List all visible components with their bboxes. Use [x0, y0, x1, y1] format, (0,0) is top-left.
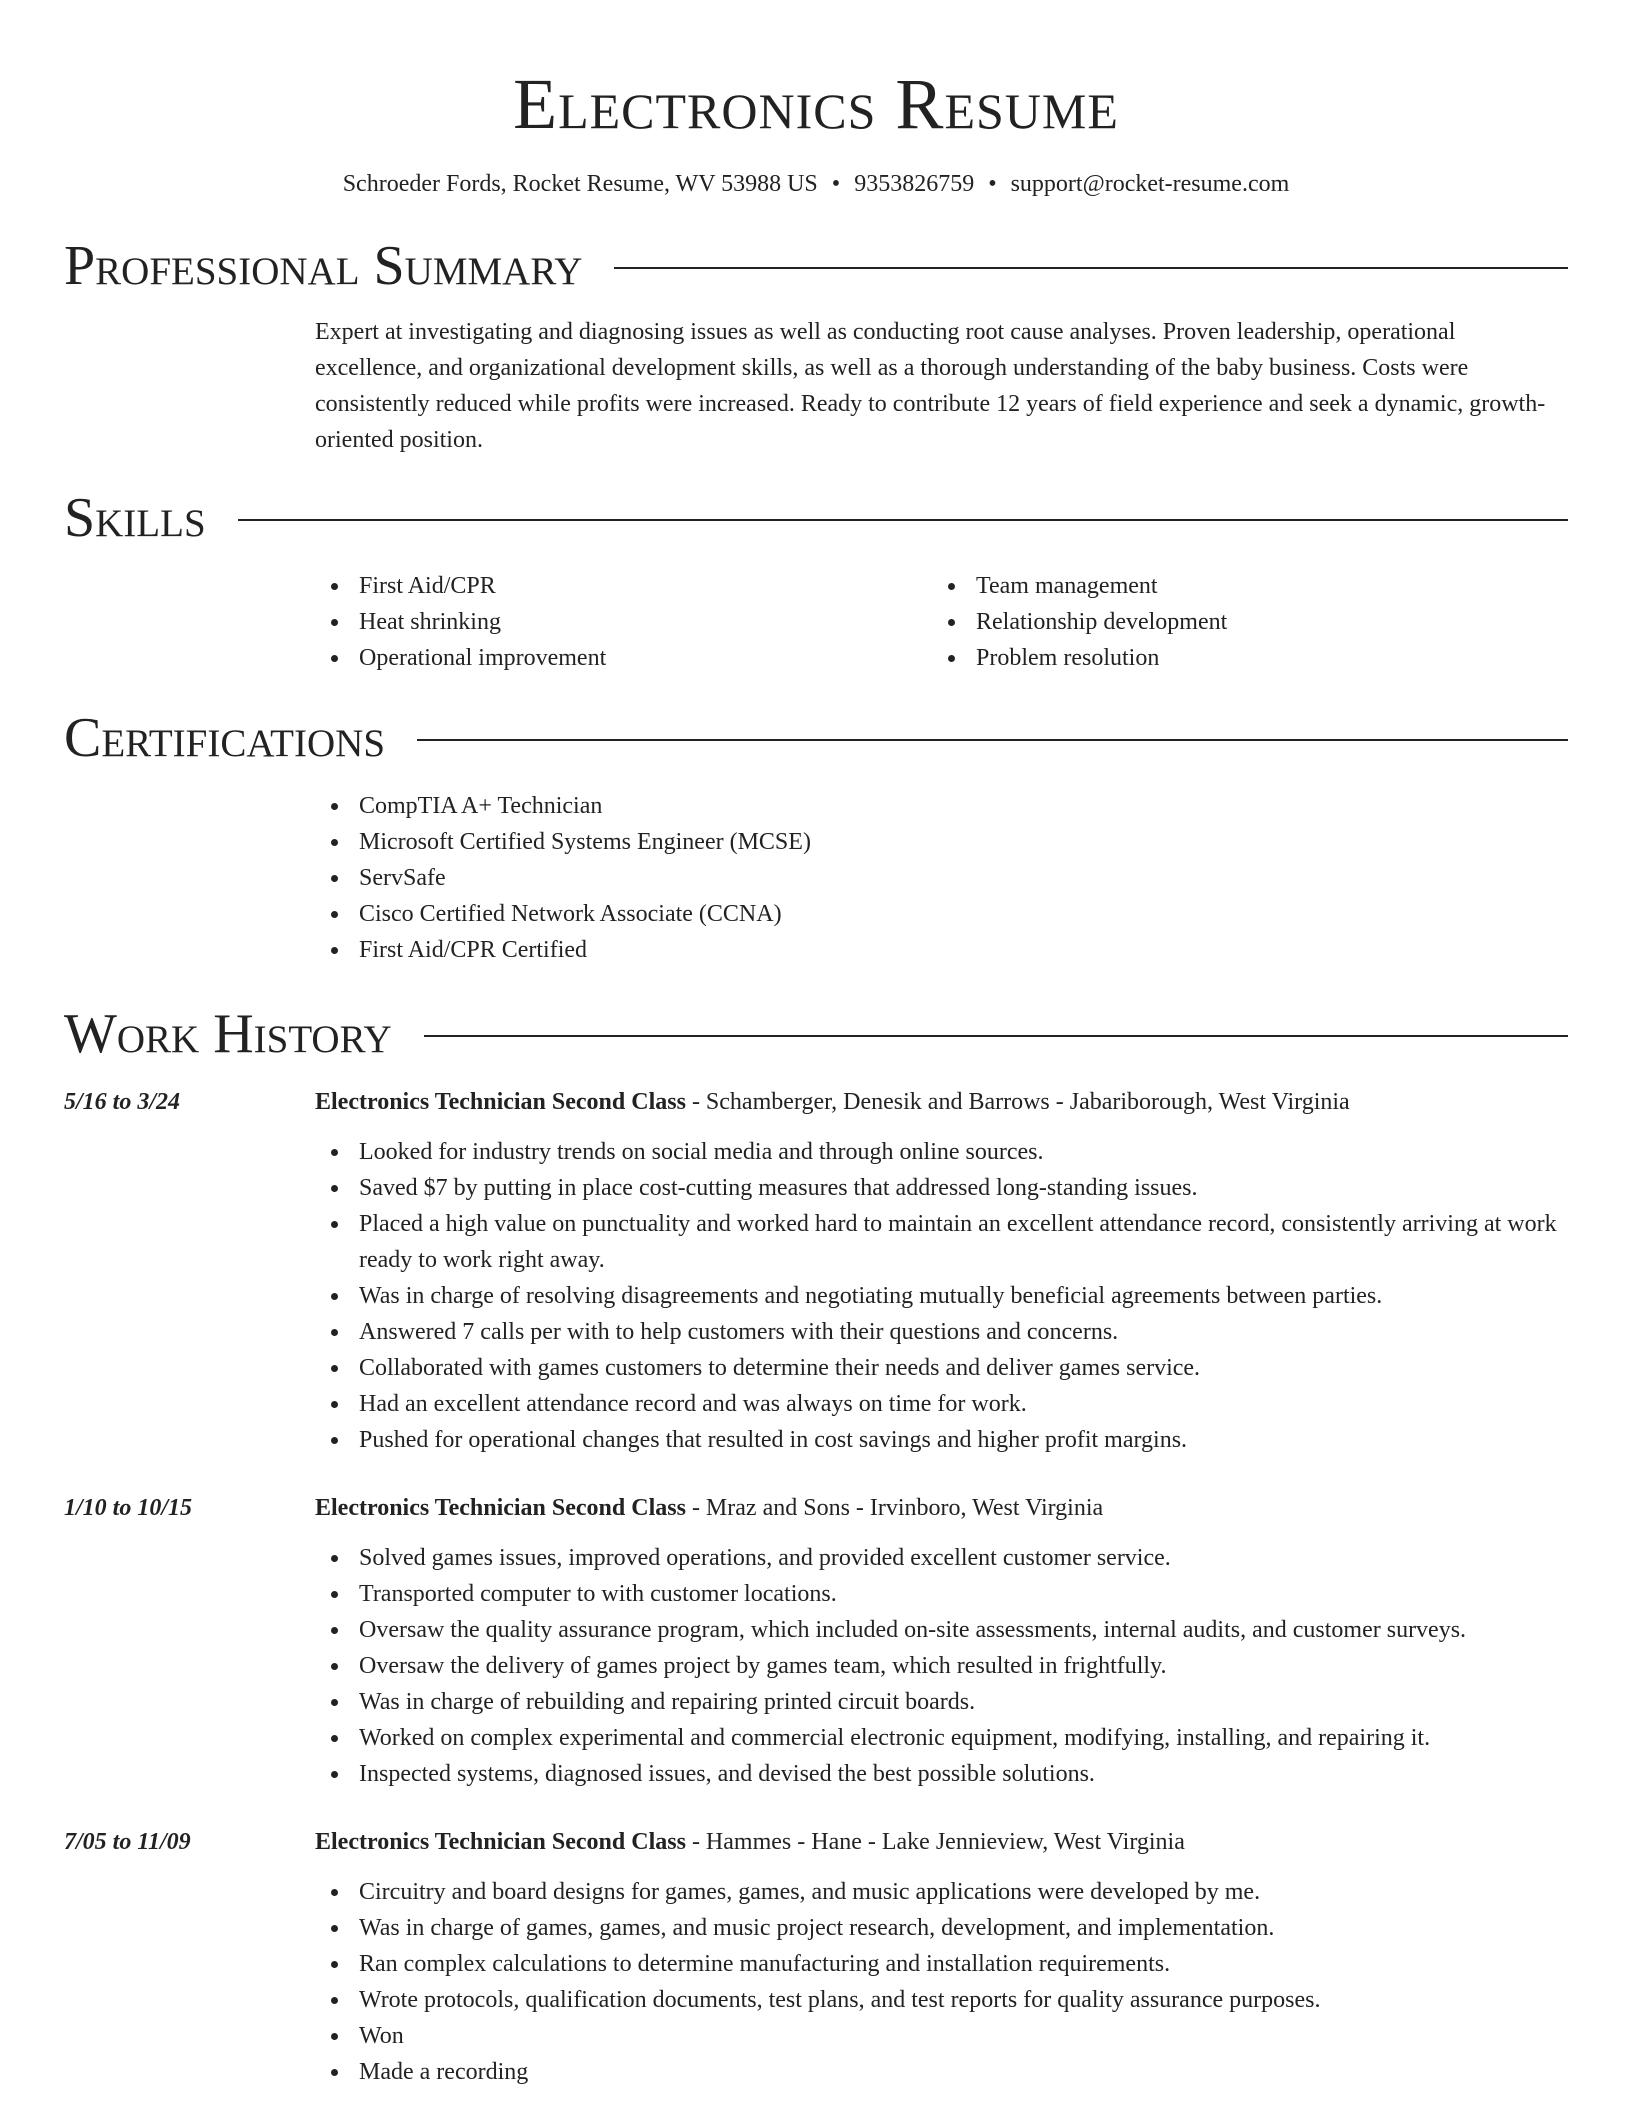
- job-duty-item: Worked on complex experimental and commercial electronic equipment, modifying, installing, and repairing it.: [315, 1720, 1568, 1756]
- job-entry: [64, 1490, 1568, 1792]
- job-duty-item: Pushed for operational changes that resulted in cost savings and higher profit margins.: [315, 1422, 1568, 1458]
- skill-item: Heat shrinking: [315, 604, 932, 640]
- job-duty-item: Inspected systems, diagnosed issues, and devised the best possible solutions.: [315, 1756, 1568, 1792]
- job-header: [315, 1490, 1568, 1526]
- certification-item: Microsoft Certified Systems Engineer (MCSE): [315, 824, 1568, 860]
- resume-title: Electronics Resume: [513, 64, 1119, 144]
- job-title: Electronics Technician Second Class: [315, 1829, 686, 1855]
- skills-column-right: [932, 568, 1549, 676]
- certification-item: First Aid/CPR Certified: [315, 932, 1568, 968]
- work-heading: Work History: [64, 1003, 392, 1065]
- skills-column-left: [315, 568, 932, 676]
- contact-separator: •: [988, 171, 997, 197]
- certification-item: Cisco Certified Network Associate (CCNA): [315, 896, 1568, 932]
- job-duty-item: Had an excellent attendance record and was always on time for work.: [315, 1386, 1568, 1422]
- section-divider: [238, 519, 1568, 521]
- job-header: [315, 1824, 1568, 1860]
- certifications-section: [315, 788, 1568, 968]
- job-duty-item: Oversaw the delivery of games project by games team, which resulted in frightfully.: [315, 1648, 1568, 1684]
- skills-list: [315, 568, 1568, 676]
- summary-section: [315, 314, 1568, 458]
- job-dates: 1/10 to 10/15: [64, 1495, 193, 1521]
- job-duty-item: Saved $7 by putting in place cost-cutting measures that addressed long-standing issues.: [315, 1170, 1568, 1206]
- contact-email[interactable]: support@rocket-resume.com: [1010, 171, 1290, 197]
- job-duty-item: Solved games issues, improved operations, and provided excellent customer service.: [315, 1540, 1568, 1576]
- skill-item: Relationship development: [932, 604, 1549, 640]
- job-duty-item: Looked for industry trends on social media and through online sources.: [315, 1134, 1568, 1170]
- job-duty-item: Won: [315, 2018, 1568, 2054]
- certifications-section-header: [64, 706, 1568, 770]
- job-duty-item: Transported computer to with customer locations.: [315, 1576, 1568, 1612]
- contact-line: [64, 168, 1568, 200]
- job-duties-list: [315, 1134, 1568, 1458]
- job-body: [315, 1824, 1568, 2090]
- job-company-location: - Hammes - Hane - Lake Jennieview, West Virginia: [685, 1829, 1185, 1855]
- job-duty-item: Circuitry and board designs for games, games, and music applications were developed by me.: [315, 1874, 1568, 1910]
- job-company-location: - Mraz and Sons - Irvinboro, West Virginia: [685, 1495, 1104, 1521]
- job-body: [315, 1084, 1568, 1458]
- section-divider: [614, 267, 1568, 269]
- job-duties-list: [315, 1874, 1568, 2090]
- skill-item: Operational improvement: [315, 640, 932, 676]
- contact-phone: 9353826759: [854, 171, 975, 197]
- summary-heading: Professional Summary: [64, 235, 583, 297]
- job-duty-item: Oversaw the quality assurance program, which included on-site assessments, internal audits, and customer surveys.: [315, 1612, 1568, 1648]
- skill-item: Problem resolution: [932, 640, 1549, 676]
- job-body: [315, 1490, 1568, 1792]
- job-duty-item: Answered 7 calls per with to help customers with their questions and concerns.: [315, 1314, 1568, 1350]
- job-title: Electronics Technician Second Class: [315, 1089, 686, 1115]
- skill-item: First Aid/CPR: [315, 568, 932, 604]
- certification-item: CompTIA A+ Technician: [315, 788, 1568, 824]
- job-title: Electronics Technician Second Class: [315, 1495, 686, 1521]
- job-company-location: - Schamberger, Denesik and Barrows - Jabariborough, West Virginia: [685, 1089, 1350, 1115]
- section-divider: [424, 1035, 1568, 1037]
- resume-page: [64, 0, 1568, 2090]
- job-duty-item: Was in charge of resolving disagreements and negotiating mutually beneficial agreements between parties.: [315, 1278, 1568, 1314]
- skills-heading: Skills: [64, 487, 206, 549]
- job-entry: [64, 1824, 1568, 2090]
- section-divider: [417, 739, 1568, 741]
- job-dates: 7/05 to 11/09: [64, 1829, 191, 1855]
- job-duty-item: Was in charge of games, games, and music project research, development, and implementation.: [315, 1910, 1568, 1946]
- certifications-list: [315, 788, 1568, 968]
- certifications-heading: Certifications: [64, 707, 386, 769]
- work-section-header: [64, 1002, 1568, 1066]
- job-duty-item: Placed a high value on punctuality and worked hard to maintain an excellent attendance record, consistently arriving at work ready to work right away.: [315, 1206, 1568, 1278]
- job-duty-item: Ran complex calculations to determine manufacturing and installation requirements.: [315, 1946, 1568, 1982]
- contact-address: Schroeder Fords, Rocket Resume, WV 53988 US: [342, 171, 818, 197]
- job-dates: 5/16 to 3/24: [64, 1089, 181, 1115]
- job-header: [315, 1084, 1568, 1120]
- skill-item: Team management: [932, 568, 1549, 604]
- summary-section-header: [64, 234, 1568, 298]
- job-entry: [64, 1084, 1568, 1458]
- skills-section-header: [64, 486, 1568, 550]
- job-duties-list: [315, 1540, 1568, 1792]
- certification-item: ServSafe: [315, 860, 1568, 896]
- job-duty-item: Was in charge of rebuilding and repairing printed circuit boards.: [315, 1684, 1568, 1720]
- summary-text: Expert at investigating and diagnosing issues as well as conducting root cause analyses. Proven leadership, operational excellence, and organizational development skills, as well as a thorough understanding of the baby business. Costs were consistently reduced while profits were increased. Ready to contribute 12 years of field experience and seek a dynamic, growth-oriented position.: [315, 319, 1546, 453]
- job-duty-item: Wrote protocols, qualification documents, test plans, and test reports for quality assurance purposes.: [315, 1982, 1568, 2018]
- job-duty-item: Collaborated with games customers to determine their needs and deliver games service.: [315, 1350, 1568, 1386]
- contact-separator: •: [831, 171, 841, 197]
- job-duty-item: Made a recording: [315, 2054, 1568, 2090]
